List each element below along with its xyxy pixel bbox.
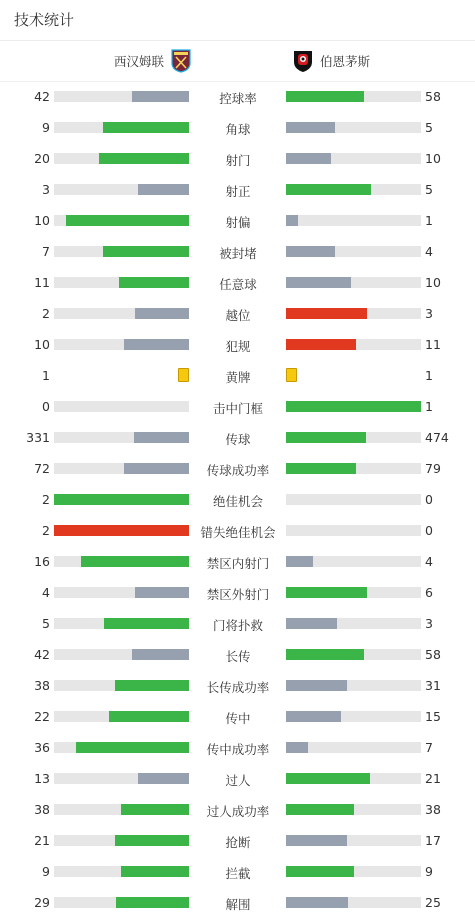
home-stat-value: 0 [42, 399, 50, 414]
away-stat-value: 58 [425, 89, 441, 104]
away-stat-bar-track [286, 432, 421, 443]
home-stat-bar-track [54, 184, 189, 195]
home-stat-bar-track [54, 91, 189, 102]
away-stat-bar-track [286, 463, 421, 474]
home-stat-value: 29 [34, 895, 50, 910]
home-stat-value: 2 [42, 492, 50, 507]
home-stat-bar-track [54, 773, 189, 784]
stat-row [0, 81, 475, 112]
home-stat-value: 10 [34, 337, 50, 352]
home-stat-value: 5 [42, 616, 50, 631]
away-stat-value: 0 [425, 523, 433, 538]
home-stat-value: 22 [34, 709, 50, 724]
away-stat-value: 15 [425, 709, 441, 724]
away-stat-bar-fill [286, 401, 421, 412]
home-stat-value: 36 [34, 740, 50, 755]
home-stat-bar-fill [121, 866, 189, 877]
yellow-card-icon [178, 368, 189, 382]
home-stat-bar-track [54, 835, 189, 846]
stat-row [0, 391, 475, 422]
stat-label: 射正 [225, 184, 251, 199]
away-stat-value: 17 [425, 833, 441, 848]
away-stat-bar-fill [286, 773, 370, 784]
home-stat-bar-track [54, 401, 189, 412]
away-stat-bar-fill [286, 432, 366, 443]
home-stat-bar-fill [81, 556, 189, 567]
stat-row [0, 205, 475, 236]
home-stat-bar-fill [66, 215, 189, 226]
home-stat-bar-fill [115, 680, 189, 691]
away-stat-value: 10 [425, 151, 441, 166]
home-stat-bar-fill [138, 184, 189, 195]
home-stat-bar-fill [104, 618, 189, 629]
home-stat-value: 16 [34, 554, 50, 569]
home-stat-bar-fill [135, 308, 189, 319]
away-stat-bar-fill [286, 866, 354, 877]
home-stat-bar-fill [103, 122, 189, 133]
away-stat-value: 0 [425, 492, 433, 507]
home-stat-bar-fill [116, 897, 189, 908]
away-stat-bar-fill [286, 897, 348, 908]
away-stat-value: 10 [425, 275, 441, 290]
stat-row [0, 298, 475, 329]
home-stat-bar-track [54, 866, 189, 877]
stat-row [0, 174, 475, 205]
away-stat-bar-track [286, 525, 421, 536]
stat-row [0, 887, 475, 918]
stat-label: 拦截 [225, 866, 251, 881]
stat-label: 禁区外射门 [206, 587, 270, 602]
home-stat-bar-track [54, 494, 189, 505]
stat-label: 被封堵 [219, 246, 257, 261]
home-stat-bar-fill [115, 835, 189, 846]
home-stat-value: 20 [34, 151, 50, 166]
away-stat-bar-track [286, 680, 421, 691]
away-stat-value: 11 [425, 337, 441, 352]
west-ham-crest-icon [170, 49, 192, 73]
away-stat-value: 1 [425, 213, 433, 228]
away-stat-bar-fill [286, 122, 335, 133]
stat-label: 传球成功率 [206, 463, 270, 478]
stat-row [0, 143, 475, 174]
away-stat-value: 3 [425, 616, 433, 631]
teams-header [0, 41, 475, 82]
away-stat-bar-track [286, 773, 421, 784]
home-team-name: 西汉姆联 [114, 54, 165, 69]
stat-row [0, 701, 475, 732]
home-stat-value: 10 [34, 213, 50, 228]
away-stat-bar-track [286, 308, 421, 319]
away-stat-bar-fill [286, 618, 337, 629]
away-stat-value: 7 [425, 740, 433, 755]
away-stat-value: 6 [425, 585, 433, 600]
away-stat-bar-track [286, 153, 421, 164]
home-stat-bar-track [54, 742, 189, 753]
stat-label: 长传 [225, 649, 251, 664]
home-stat-bar-track [54, 463, 189, 474]
home-stat-bar-track [54, 277, 189, 288]
stats-table [0, 81, 475, 918]
stat-row [0, 732, 475, 763]
stat-row [0, 484, 475, 515]
home-stat-bar-track [54, 525, 189, 536]
stat-label: 绝佳机会 [212, 494, 263, 509]
home-stat-bar-track [54, 153, 189, 164]
stat-row [0, 825, 475, 856]
away-stat-bar-track [286, 556, 421, 567]
home-stat-bar-fill [132, 649, 189, 660]
away-stat-bar-fill [286, 587, 367, 598]
stat-row [0, 329, 475, 360]
away-stat-bar-track [286, 866, 421, 877]
away-stat-bar-track [286, 277, 421, 288]
away-stat-bar-fill [286, 277, 351, 288]
away-stat-value: 4 [425, 244, 433, 259]
away-team-name: 伯恩茅斯 [320, 54, 371, 69]
stat-row [0, 236, 475, 267]
home-team[interactable] [114, 49, 192, 73]
away-stat-bar-fill [286, 742, 308, 753]
home-stat-bar-fill [103, 246, 189, 257]
header-bar [0, 0, 475, 41]
away-stat-bar-fill [286, 153, 331, 164]
stat-row [0, 360, 475, 391]
home-stat-value: 331 [26, 430, 50, 445]
home-stat-bar-track [54, 897, 189, 908]
away-stat-value: 9 [425, 864, 433, 879]
home-stat-bar-track [54, 680, 189, 691]
home-stat-bar-track [54, 711, 189, 722]
home-stat-bar-fill [124, 339, 189, 350]
stat-label: 长传成功率 [206, 680, 270, 695]
yellow-card-icon [286, 368, 297, 382]
stat-label: 门将扑救 [212, 618, 263, 633]
away-team[interactable] [292, 49, 370, 73]
away-stat-bar-track [286, 649, 421, 660]
home-stat-bar-track [54, 122, 189, 133]
stat-label: 传球 [225, 432, 251, 447]
stat-label: 过人成功率 [206, 804, 270, 819]
stat-row [0, 856, 475, 887]
stat-label: 传中成功率 [206, 742, 270, 757]
home-stat-bar-track [54, 587, 189, 598]
away-stat-bar-track [286, 401, 421, 412]
home-stat-bar-track [54, 308, 189, 319]
away-stat-bar-track [286, 184, 421, 195]
away-stat-bar-fill [286, 804, 354, 815]
stat-label: 任意球 [219, 277, 257, 292]
home-stat-bar-fill [54, 525, 189, 536]
away-stat-bar-fill [286, 339, 356, 350]
away-stat-bar-fill [286, 91, 364, 102]
home-stat-value: 72 [34, 461, 50, 476]
stat-label: 越位 [225, 308, 251, 323]
stat-label: 角球 [225, 122, 251, 137]
stat-label: 控球率 [219, 91, 257, 106]
away-stat-value: 5 [425, 182, 433, 197]
home-stat-bar-track [54, 339, 189, 350]
away-stat-bar-fill [286, 215, 298, 226]
away-stat-bar-fill [286, 556, 313, 567]
home-stat-value: 38 [34, 802, 50, 817]
stat-label: 解围 [225, 897, 251, 912]
away-stat-bar-track [286, 122, 421, 133]
stat-label: 禁区内射门 [206, 556, 270, 571]
stat-row [0, 577, 475, 608]
away-stat-bar-fill [286, 711, 341, 722]
away-stat-value: 474 [425, 430, 449, 445]
stat-label: 黄牌 [225, 370, 251, 385]
home-stat-value: 2 [42, 306, 50, 321]
home-stat-value: 4 [42, 585, 50, 600]
home-stat-bar-track [54, 618, 189, 629]
away-stat-bar-track [286, 618, 421, 629]
home-stat-bar-fill [134, 432, 189, 443]
home-stat-bar-track [54, 556, 189, 567]
stat-label: 犯规 [225, 339, 251, 354]
home-stat-value: 9 [42, 864, 50, 879]
away-stat-value: 3 [425, 306, 433, 321]
stat-row [0, 639, 475, 670]
away-stat-bar-fill [286, 308, 367, 319]
stat-row [0, 670, 475, 701]
home-stat-bar-fill [54, 494, 189, 505]
home-stat-bar-fill [124, 463, 189, 474]
home-stat-value: 3 [42, 182, 50, 197]
page-title: 技术统计 [14, 11, 75, 29]
away-stat-bar-track [286, 711, 421, 722]
home-stat-bar-fill [99, 153, 189, 164]
away-stat-bar-fill [286, 463, 356, 474]
home-stat-value: 9 [42, 120, 50, 135]
stat-label: 射门 [225, 153, 251, 168]
home-stat-value: 42 [34, 647, 50, 662]
stat-label: 错失绝佳机会 [200, 525, 276, 540]
home-stat-bar-fill [76, 742, 189, 753]
home-stat-value: 13 [34, 771, 50, 786]
stat-row [0, 794, 475, 825]
away-stat-bar-track [286, 339, 421, 350]
stat-row [0, 267, 475, 298]
home-stat-bar-track [54, 215, 189, 226]
home-stat-bar-track [54, 649, 189, 660]
home-stat-bar-fill [138, 773, 189, 784]
stat-row [0, 763, 475, 794]
home-stat-value: 21 [34, 833, 50, 848]
away-stat-bar-track [286, 804, 421, 815]
home-stat-bar-track [54, 246, 189, 257]
home-stat-bar-fill [121, 804, 189, 815]
stat-label: 抢断 [225, 835, 251, 850]
home-stat-value: 42 [34, 89, 50, 104]
home-stat-bar-fill [132, 91, 189, 102]
home-stat-value: 2 [42, 523, 50, 538]
away-stat-bar-fill [286, 184, 371, 195]
home-stat-value: 38 [34, 678, 50, 693]
stat-row [0, 453, 475, 484]
stat-label: 射偏 [225, 215, 251, 230]
away-stat-value: 21 [425, 771, 441, 786]
away-stat-value: 31 [425, 678, 441, 693]
home-stat-bar-track [54, 804, 189, 815]
away-stat-value: 1 [425, 368, 433, 383]
home-stat-bar-fill [135, 587, 189, 598]
home-stat-bar-fill [109, 711, 189, 722]
stat-label: 击中门框 [212, 401, 263, 416]
away-stat-value: 38 [425, 802, 441, 817]
away-stat-value: 25 [425, 895, 441, 910]
away-stat-bar-fill [286, 680, 347, 691]
away-stat-bar-track [286, 246, 421, 257]
away-stat-bar-track [286, 494, 421, 505]
away-stat-value: 4 [425, 554, 433, 569]
away-stat-bar-track [286, 897, 421, 908]
away-stat-bar-track [286, 91, 421, 102]
away-stat-bar-fill [286, 835, 347, 846]
stat-label: 过人 [225, 773, 251, 788]
away-stat-value: 5 [425, 120, 433, 135]
away-stat-value: 58 [425, 647, 441, 662]
away-stat-bar-fill [286, 649, 364, 660]
home-stat-value: 1 [42, 368, 50, 383]
home-stat-value: 7 [42, 244, 50, 259]
away-stat-bar-track [286, 215, 421, 226]
away-stat-value: 79 [425, 461, 441, 476]
home-stat-value: 11 [34, 275, 50, 290]
away-stat-value: 1 [425, 399, 433, 414]
home-stat-bar-track [54, 432, 189, 443]
away-stat-bar-track [286, 835, 421, 846]
stat-row [0, 515, 475, 546]
home-stat-bar-fill [119, 277, 189, 288]
stat-row [0, 422, 475, 453]
away-stat-bar-fill [286, 246, 335, 257]
stat-row [0, 546, 475, 577]
stat-row [0, 608, 475, 639]
away-stat-bar-track [286, 587, 421, 598]
stat-label: 传中 [225, 711, 251, 726]
bournemouth-crest-icon [292, 49, 314, 73]
away-stat-bar-track [286, 742, 421, 753]
stat-row [0, 112, 475, 143]
